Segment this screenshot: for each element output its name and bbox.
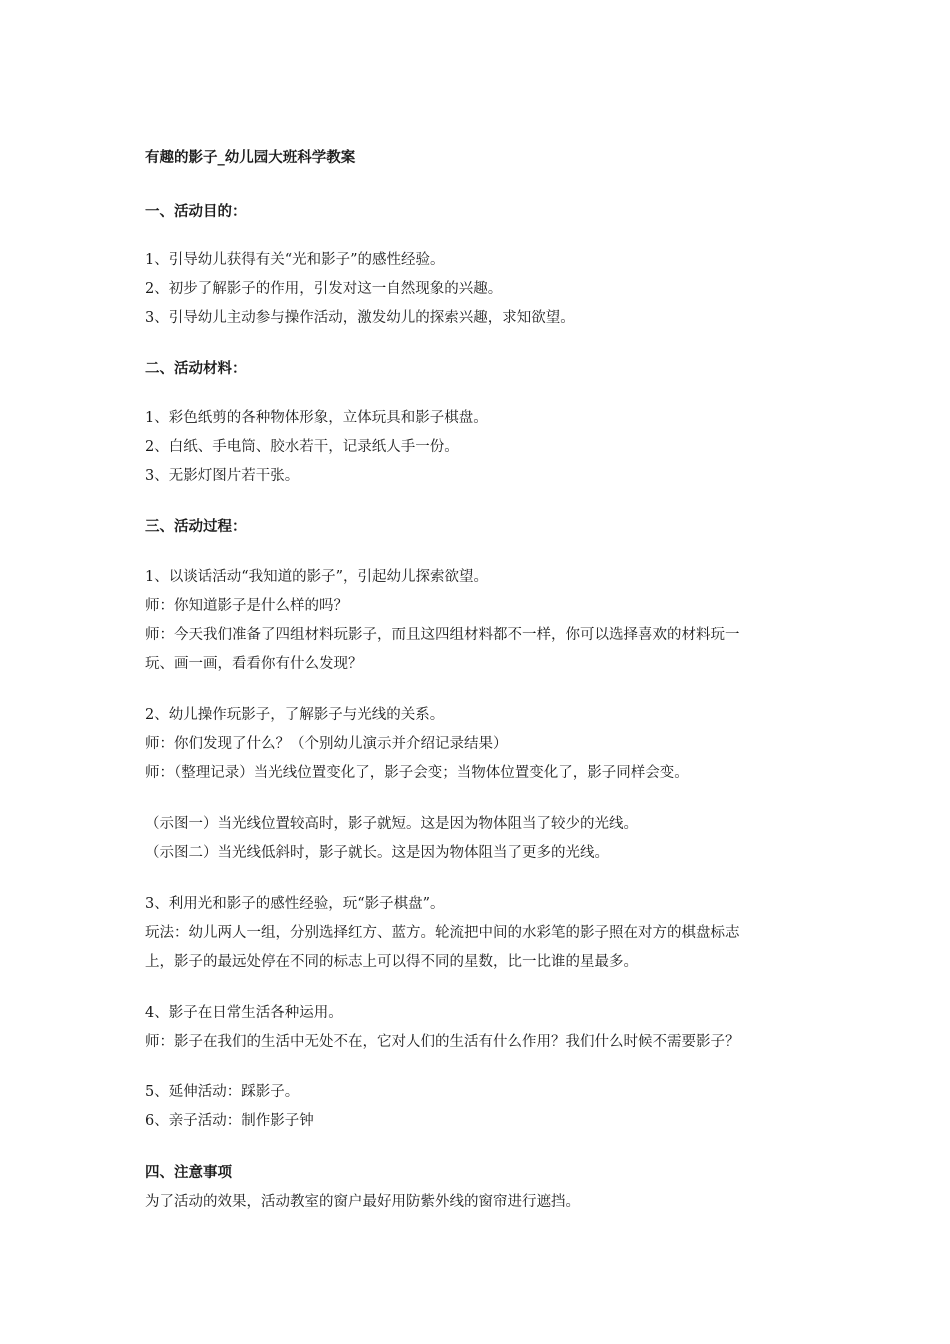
- purpose-item: 1、引导幼儿获得有关“光和影子”的感性经验。: [145, 252, 445, 268]
- process-step6: 6、亲子活动：制作影子钟: [145, 1113, 314, 1129]
- figure-note: （示图二）当光线低斜时，影子就长。这是因为物体阻当了更多的光线。: [145, 845, 609, 861]
- purpose-item: 2、初步了解影子的作用，引发对这一自然现象的兴趣。: [145, 281, 503, 297]
- process-step5: 5、延伸活动：踩影子。: [145, 1084, 300, 1100]
- process-step3-line: 3、利用光和影子的感性经验，玩“影子棋盘”。: [145, 896, 445, 912]
- section-heading-process: 三、活动过程：: [145, 519, 247, 535]
- notes-text: 为了活动的效果，活动教室的窗户最好用防紫外线的窗帘进行遮挡。: [145, 1194, 580, 1210]
- section-heading-notes: 四、注意事项: [145, 1165, 232, 1181]
- process-step3-line: 玩法：幼儿两人一组，分别选择红方、蓝方。轮流把中间的水彩笔的影子照在对方的棋盘标志: [145, 925, 740, 941]
- process-step1-line: 玩、画一画，看看你有什么发现？: [145, 656, 363, 672]
- process-step1-line: 师：今天我们准备了四组材料玩影子，而且这四组材料都不一样，你可以选择喜欢的材料玩一: [145, 627, 740, 643]
- section-heading-purpose: 一、活动目的：: [145, 204, 247, 220]
- document-title: 有趣的影子_幼儿园大班科学教案: [145, 150, 356, 166]
- materials-item: 1、彩色纸剪的各种物体形象，立体玩具和影子棋盘。: [145, 410, 488, 426]
- section-heading-materials: 二、活动材料：: [145, 361, 247, 377]
- process-step2-line: 师：你们发现了什么？（个别幼儿演示并介绍记录结果）: [145, 736, 508, 752]
- process-step1-line: 1、以谈话活动“我知道的影子”，引起幼儿探索欲望。: [145, 569, 489, 585]
- process-step2-line: 2、幼儿操作玩影子，了解影子与光线的关系。: [145, 707, 445, 723]
- process-step4-line: 师：影子在我们的生活中无处不在，它对人们的生活有什么作用？我们什么时候不需要影子？: [145, 1034, 740, 1050]
- materials-item: 2、白纸、手电筒、胶水若干，记录纸人手一份。: [145, 439, 459, 455]
- purpose-item: 3、引导幼儿主动参与操作活动，激发幼儿的探索兴趣，求知欲望。: [145, 310, 575, 326]
- process-step1-line: 师：你知道影子是什么样的吗？: [145, 598, 348, 614]
- figure-note: （示图一）当光线位置较高时，影子就短。这是因为物体阻当了较少的光线。: [145, 816, 638, 832]
- process-step4-line: 4、影子在日常生活各种运用。: [145, 1005, 343, 1021]
- process-step3-line: 上，影子的最远处停在不同的标志上可以得不同的星数，比一比谁的星最多。: [145, 954, 638, 970]
- materials-item: 3、无影灯图片若干张。: [145, 468, 300, 484]
- process-step2-line: 师：（整理记录）当光线位置变化了，影子会变；当物体位置变化了，影子同样会变。: [145, 765, 689, 781]
